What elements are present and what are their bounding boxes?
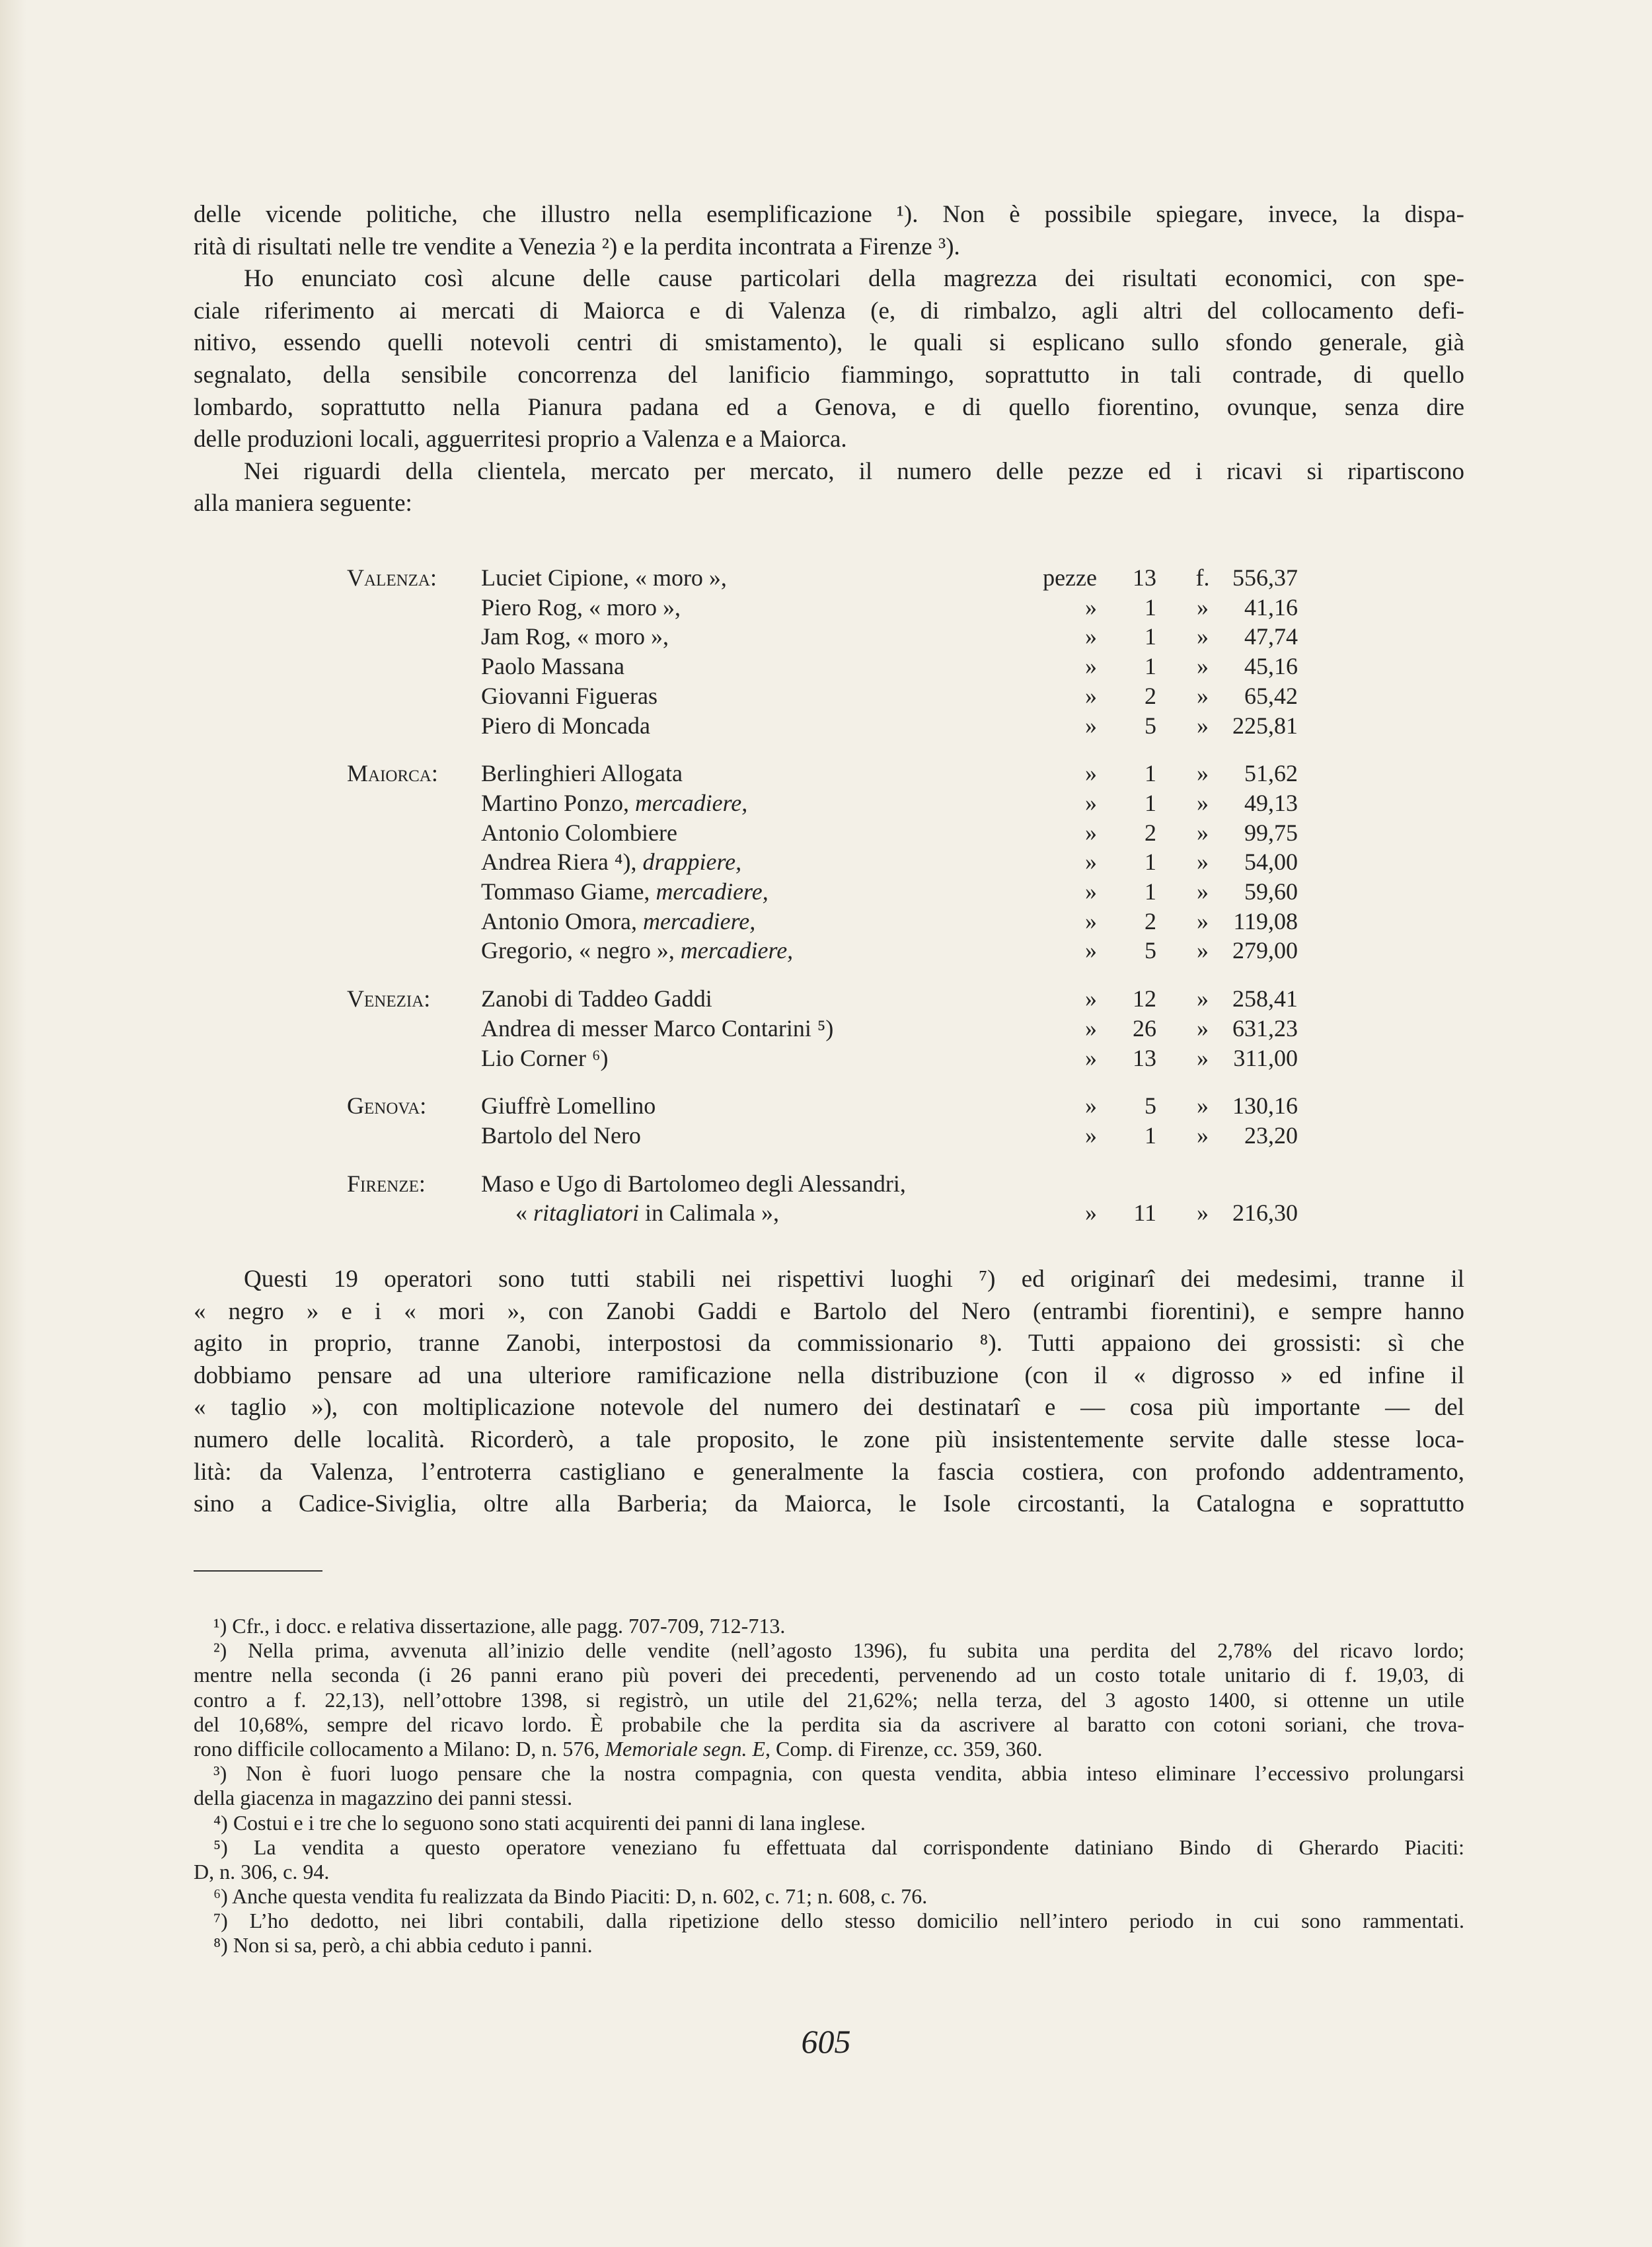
buyer-name-text: Piero di Moncada <box>481 712 650 739</box>
revenue-amount: 225,81 <box>1232 712 1298 739</box>
table-row <box>0 1044 1652 1073</box>
pieces-count: 5 <box>1145 1092 1156 1120</box>
footnote-line <box>194 1638 1464 1663</box>
buyer-name <box>481 847 741 877</box>
text-line-text: « taglio »), con moltiplicazione notevole del numero dei destinatarî e — cosa più importante — del <box>194 1394 1464 1422</box>
table-row <box>0 907 1652 936</box>
revenue-amount: 41,16 <box>1244 593 1298 621</box>
footnote-line <box>194 1786 1464 1810</box>
pieces-count: 13 <box>1133 564 1156 591</box>
footnote-separator <box>194 1570 322 1572</box>
footnote-line-text: rono difficile collocamento a Milano: D, n. 576, <box>194 1736 605 1761</box>
text-line-text: Ho enunciato così alcune delle cause particolari della magrezza dei risultati economici, con spe- <box>244 265 1464 293</box>
buyer-name-text: Jam Rog, « moro », <box>481 623 669 650</box>
buyer-name-text: Andrea di messer Marco Contarini ⁵) <box>481 1014 834 1042</box>
pieces-count: 2 <box>1145 819 1156 846</box>
currency-label: » <box>1197 1044 1209 1071</box>
revenue-amount: 119,08 <box>1233 907 1298 934</box>
buyer-name-text: Giuffrè Lomellino <box>481 1092 656 1120</box>
text-line-text: ciale riferimento ai mercati di Maiorca e di Valenza (e, di rimbalzo, agli altri del collocamento defi- <box>194 297 1464 324</box>
text-line-text: dobbiamo pensare ad una ulteriore ramificazione nella distribuzione (con il « digrosso » ed infine il <box>194 1361 1464 1389</box>
revenue-amount: 311,00 <box>1233 1044 1298 1071</box>
footnote-line <box>194 1614 1464 1638</box>
buyer-name-text: Piero Rog, « moro », <box>481 593 681 621</box>
revenue-amount: 54,00 <box>1244 849 1298 876</box>
pieces-count: 1 <box>1145 849 1156 876</box>
revenue-amount: 49,13 <box>1244 789 1298 816</box>
unit-label: » <box>1085 878 1097 905</box>
currency-label: » <box>1197 789 1209 816</box>
footnote-line <box>194 1688 1464 1712</box>
table-row <box>0 652 1652 681</box>
unit-label: » <box>1085 819 1097 846</box>
unit-label: » <box>1085 760 1097 787</box>
table-row <box>0 1091 1652 1121</box>
footnote-line-text: ³) Non è fuori luogo pensare che la nostra compagnia, con questa vendita, abbia inteso eliminare l’eccessivo prolungarsi <box>213 1761 1464 1786</box>
text-line-text: lità: da Valenza, l’entroterra castigliano e generalmente la fascia costiera, con profondo addentramento, <box>194 1458 1464 1486</box>
buyer-name-text: Antonio Colombiere <box>481 819 677 846</box>
footnote-line-text: D, n. 306, c. 94. <box>194 1859 330 1884</box>
body-text-top <box>194 199 1464 520</box>
revenue-amount: 51,62 <box>1244 760 1298 787</box>
unit-label: » <box>1085 849 1097 876</box>
buyer-name-text: Maso e Ugo di Bartolomeo degli Alessandri, <box>481 1170 906 1197</box>
pieces-count: 1 <box>1145 623 1156 650</box>
buyer-name <box>481 1014 833 1044</box>
text-line <box>194 1360 1464 1392</box>
currency-label: » <box>1197 1200 1209 1227</box>
unit-label: » <box>1085 682 1097 709</box>
revenue-amount: 23,20 <box>1244 1122 1298 1149</box>
pieces-count: 5 <box>1145 712 1156 739</box>
table-row <box>0 563 1652 593</box>
currency-label: » <box>1197 760 1209 787</box>
text-line-text: lombardo, soprattutto nella Pianura padana ed a Genova, e di quello fiorentino, ovunque, senza dire <box>194 393 1464 421</box>
currency-label: » <box>1197 819 1209 846</box>
market-label: Firenze: <box>347 1170 426 1197</box>
unit-label: » <box>1085 1092 1097 1120</box>
table-row <box>0 984 1652 1014</box>
pieces-count: 2 <box>1145 907 1156 934</box>
text-line <box>194 1328 1464 1360</box>
buyer-name <box>481 877 769 907</box>
text-line <box>194 360 1464 392</box>
text-line-text: rità di risultati nelle tre vendite a Venezia ²) e la perdita incontrata a Firenze ³). <box>194 233 960 260</box>
footnote-line-italic: Memoriale segn. E <box>605 1736 765 1761</box>
table-row <box>0 711 1652 741</box>
buyer-name <box>481 907 755 936</box>
buyer-name <box>481 652 624 681</box>
unit-label: » <box>1085 1200 1097 1227</box>
footnote-line-text: contro a f. 22,13), nell’ottobre 1398, si registrò, un utile del 21,62%; nella terza, del 3 agosto 1400, si ottenne un utile <box>194 1687 1464 1712</box>
text-line <box>194 424 1464 456</box>
currency-label: » <box>1197 849 1209 876</box>
buyer-name <box>481 759 683 788</box>
buyer-name <box>481 593 681 623</box>
unit-label: » <box>1085 712 1097 739</box>
footnote-line-text: del 10,68%, sempre del ricavo lordo. È probabile che la perdita sia da ascrivere al baratto con cotoni soriani, che trova- <box>194 1712 1464 1736</box>
footnote-line-text: , Comp. di Firenze, cc. 359, 360. <box>765 1736 1043 1761</box>
footnote-line <box>194 1835 1464 1860</box>
revenue-amount: 59,60 <box>1244 878 1298 905</box>
buyer-name-text: Gregorio, « negro », <box>481 937 681 964</box>
buyer-role: mercadiere, <box>642 907 756 934</box>
buyer-name-text: Luciet Cipione, « moro », <box>481 564 727 591</box>
text-line <box>194 231 1464 264</box>
buyer-name <box>481 936 793 966</box>
text-line-text: Questi 19 operatori sono tutti stabili nei rispettivi luoghi ⁷) ed originarî dei medesimi, tranne il <box>244 1266 1464 1293</box>
table-row <box>0 936 1652 966</box>
buyer-name <box>481 1044 609 1073</box>
buyer-role: ritagliatori <box>533 1200 640 1227</box>
revenue-amount: 556,37 <box>1232 564 1298 591</box>
buyer-name-text: Paolo Massana <box>481 653 624 680</box>
unit-label: » <box>1085 623 1097 650</box>
text-line <box>194 1264 1464 1296</box>
text-line-text: « negro » e i « mori », con Zanobi Gaddi e Bartolo del Nero (entrambi fiorentini), e sempre hanno <box>194 1297 1464 1325</box>
unit-label: » <box>1085 1122 1097 1149</box>
currency-label: » <box>1197 682 1209 709</box>
text-line-text: Nei riguardi della clientela, mercato per mercato, il numero delle pezze ed i ricavi si ripartiscono <box>244 457 1464 485</box>
buyer-name-text: Andrea Riera ⁴), <box>481 849 643 876</box>
pieces-count: 13 <box>1133 1044 1156 1071</box>
pieces-count: 1 <box>1145 653 1156 680</box>
footnote-line-text: ⁶) Anche questa vendita fu realizzata da Bindo Piaciti: D, n. 602, c. 71; n. 608, c. 76. <box>213 1884 928 1909</box>
text-line-text: agito in proprio, tranne Zanobi, interpostosi da commissionario ⁸). Tutti appaiono dei grossisti: sì che <box>194 1330 1464 1357</box>
text-line <box>194 263 1464 295</box>
table-row <box>0 847 1652 877</box>
footnote-line-text: ⁸) Non si sa, però, a chi abbia ceduto i panni. <box>213 1933 593 1958</box>
buyer-name-text: Martino Ponzo, <box>481 789 635 816</box>
footnote-line-text: ²) Nella prima, avvenuta all’inizio delle vendite (nell’agosto 1396), fu subita una perdita del 2,78% del ricavo lordo; <box>213 1638 1464 1663</box>
footnote-line-text: ⁴) Costui e i tre che lo seguono sono stati acquirenti dei panni di lana inglese. <box>213 1810 866 1835</box>
buyer-name <box>481 984 712 1014</box>
table-row <box>0 1014 1652 1044</box>
buyer-role: mercadiere, <box>680 937 794 964</box>
pieces-count: 2 <box>1145 682 1156 709</box>
footnote-line <box>194 1663 1464 1687</box>
currency-label: » <box>1197 623 1209 650</box>
buyer-name <box>481 622 669 652</box>
currency-label: » <box>1197 1092 1209 1120</box>
buyer-role: drappiere, <box>642 849 742 876</box>
table-row <box>0 681 1652 711</box>
unit-label: » <box>1085 1014 1097 1042</box>
buyer-name-text: « <box>515 1200 533 1227</box>
text-line-text: alla maniera seguente: <box>194 490 412 517</box>
footnote-line-text: mentre nella seconda (i 26 panni erano più poveri dei precedenti, pervenendo ad un costo totale unitario di f. 19,03, di <box>194 1663 1464 1687</box>
buyer-name-text: Berlinghieri Allogata <box>481 760 683 787</box>
buyer-name <box>481 681 657 711</box>
pieces-count: 5 <box>1145 937 1156 964</box>
footnote-line <box>194 1860 1464 1884</box>
table-row <box>0 1198 1652 1228</box>
buyer-name-text: Tommaso Giame, <box>481 878 656 905</box>
buyer-name <box>481 1091 656 1121</box>
currency-label: f. <box>1195 564 1210 591</box>
revenue-amount: 99,75 <box>1244 819 1298 846</box>
text-line <box>194 1392 1464 1424</box>
unit-label: » <box>1085 985 1097 1012</box>
currency-label: » <box>1197 1122 1209 1149</box>
revenue-amount: 279,00 <box>1232 937 1298 964</box>
footnotes <box>194 1614 1464 1958</box>
currency-label: » <box>1197 878 1209 905</box>
revenue-amount: 216,30 <box>1232 1200 1298 1227</box>
unit-label: » <box>1085 937 1097 964</box>
pieces-count: 1 <box>1145 760 1156 787</box>
text-line <box>194 1424 1464 1457</box>
text-line-text: delle vicende politiche, che illustro nella esemplificazione ¹). Non è possibile spiegare, invece, la dispa- <box>194 201 1464 228</box>
buyer-name-text: Antonio Omora, <box>481 907 643 934</box>
text-line <box>194 1488 1464 1521</box>
currency-label: » <box>1197 985 1209 1012</box>
text-line-text: nitivo, essendo quelli notevoli centri di smistamento), le quali si esplicano sullo sfondo generale, già <box>194 329 1464 357</box>
revenue-amount: 130,16 <box>1232 1092 1298 1120</box>
table-row <box>0 1169 1652 1199</box>
currency-label: » <box>1197 907 1209 934</box>
text-line-text: delle produzioni locali, agguerritesi proprio a Valenza e a Maiorca. <box>194 426 847 453</box>
page-number: 605 <box>801 2023 851 2060</box>
text-line-text: numero delle località. Ricorderò, a tale proposito, le zone più insistentemente servite dalle stesse loca- <box>194 1426 1464 1453</box>
buyer-name-text: in Calimala », <box>639 1200 779 1227</box>
text-line <box>194 295 1464 328</box>
market-label: Genova: <box>347 1092 427 1120</box>
revenue-amount: 631,23 <box>1232 1014 1298 1042</box>
buyer-role: mercadiere, <box>656 878 769 905</box>
table-row <box>0 788 1652 818</box>
unit-label: » <box>1085 653 1097 680</box>
footnote-line <box>194 1737 1464 1761</box>
body-text-bottom <box>194 1264 1464 1521</box>
buyer-name <box>481 1169 906 1199</box>
footnote-line <box>194 1884 1464 1909</box>
currency-label: » <box>1197 653 1209 680</box>
pieces-count: 1 <box>1145 1122 1156 1149</box>
buyer-name-text: Bartolo del Nero <box>481 1122 641 1149</box>
pieces-count: 11 <box>1133 1200 1156 1227</box>
currency-label: » <box>1197 593 1209 621</box>
text-line-text: segnalato, della sensibile concorrenza del lanificio fiammingo, soprattutto in tali contrade, di quello <box>194 361 1464 389</box>
currency-label: » <box>1197 712 1209 739</box>
footnote-line <box>194 1811 1464 1835</box>
market-label: Venezia: <box>347 985 431 1012</box>
buyer-name <box>481 818 677 848</box>
buyer-name <box>481 711 650 741</box>
revenue-amount: 45,16 <box>1244 653 1298 680</box>
unit-label: pezze <box>1043 564 1097 591</box>
pieces-count: 1 <box>1145 878 1156 905</box>
pieces-count: 26 <box>1133 1014 1156 1042</box>
currency-label: » <box>1197 1014 1209 1042</box>
buyer-name-text: Zanobi di Taddeo Gaddi <box>481 985 712 1012</box>
buyer-name <box>515 1198 779 1228</box>
footnote-line-text: ¹) Cfr., i docc. e relativa dissertazione, alle pagg. 707-709, 712-713. <box>213 1614 786 1638</box>
table-row <box>0 759 1652 788</box>
pieces-count: 1 <box>1145 593 1156 621</box>
table-row <box>0 593 1652 623</box>
table-row <box>0 877 1652 907</box>
footnote-line-text: ⁵) La vendita a questo operatore veneziano fu effettuata dal corrispondente datiniano Bindo di Gherardo Piaciti: <box>213 1835 1464 1859</box>
pieces-count: 1 <box>1145 789 1156 816</box>
buyer-role: mercadiere, <box>634 789 748 816</box>
footnote-line <box>194 1933 1464 1958</box>
table-row <box>0 1121 1652 1151</box>
buyer-name <box>481 563 727 593</box>
text-line <box>194 1296 1464 1328</box>
text-line <box>194 392 1464 424</box>
buyer-name-text: Lio Corner ⁶) <box>481 1044 609 1071</box>
text-line <box>194 199 1464 231</box>
footnote-line <box>194 1909 1464 1933</box>
market-label: Valenza: <box>347 564 437 591</box>
currency-label: » <box>1197 937 1209 964</box>
footnote-line-text: della giacenza in magazzino dei panni stessi. <box>194 1786 573 1810</box>
revenue-amount: 47,74 <box>1244 623 1298 650</box>
table-row <box>0 818 1652 848</box>
buyer-name <box>481 788 747 818</box>
unit-label: » <box>1085 1044 1097 1071</box>
footnote-line-text: ⁷) L’ho dedotto, nei libri contabili, dalla ripetizione dello stesso domicilio nell’intero periodo in cui sono rammentati. <box>213 1909 1464 1933</box>
market-label: Maiorca: <box>347 760 438 787</box>
buyer-name-text: Giovanni Figueras <box>481 682 657 709</box>
unit-label: » <box>1085 789 1097 816</box>
footnote-line <box>194 1761 1464 1786</box>
buyer-name <box>481 1121 641 1151</box>
unit-label: » <box>1085 907 1097 934</box>
unit-label: » <box>1085 593 1097 621</box>
table-row <box>0 622 1652 652</box>
text-line <box>194 456 1464 488</box>
revenue-amount: 258,41 <box>1232 985 1298 1012</box>
footnote-line <box>194 1712 1464 1737</box>
text-line <box>194 1457 1464 1489</box>
text-line-text: sino a Cadice-Siviglia, oltre alla Barberia; da Maiorca, le Isole circostanti, la Catalogna e soprattutto <box>194 1490 1464 1518</box>
revenue-amount: 65,42 <box>1244 682 1298 709</box>
text-line <box>194 488 1464 520</box>
text-line <box>194 327 1464 360</box>
pieces-count: 12 <box>1133 985 1156 1012</box>
